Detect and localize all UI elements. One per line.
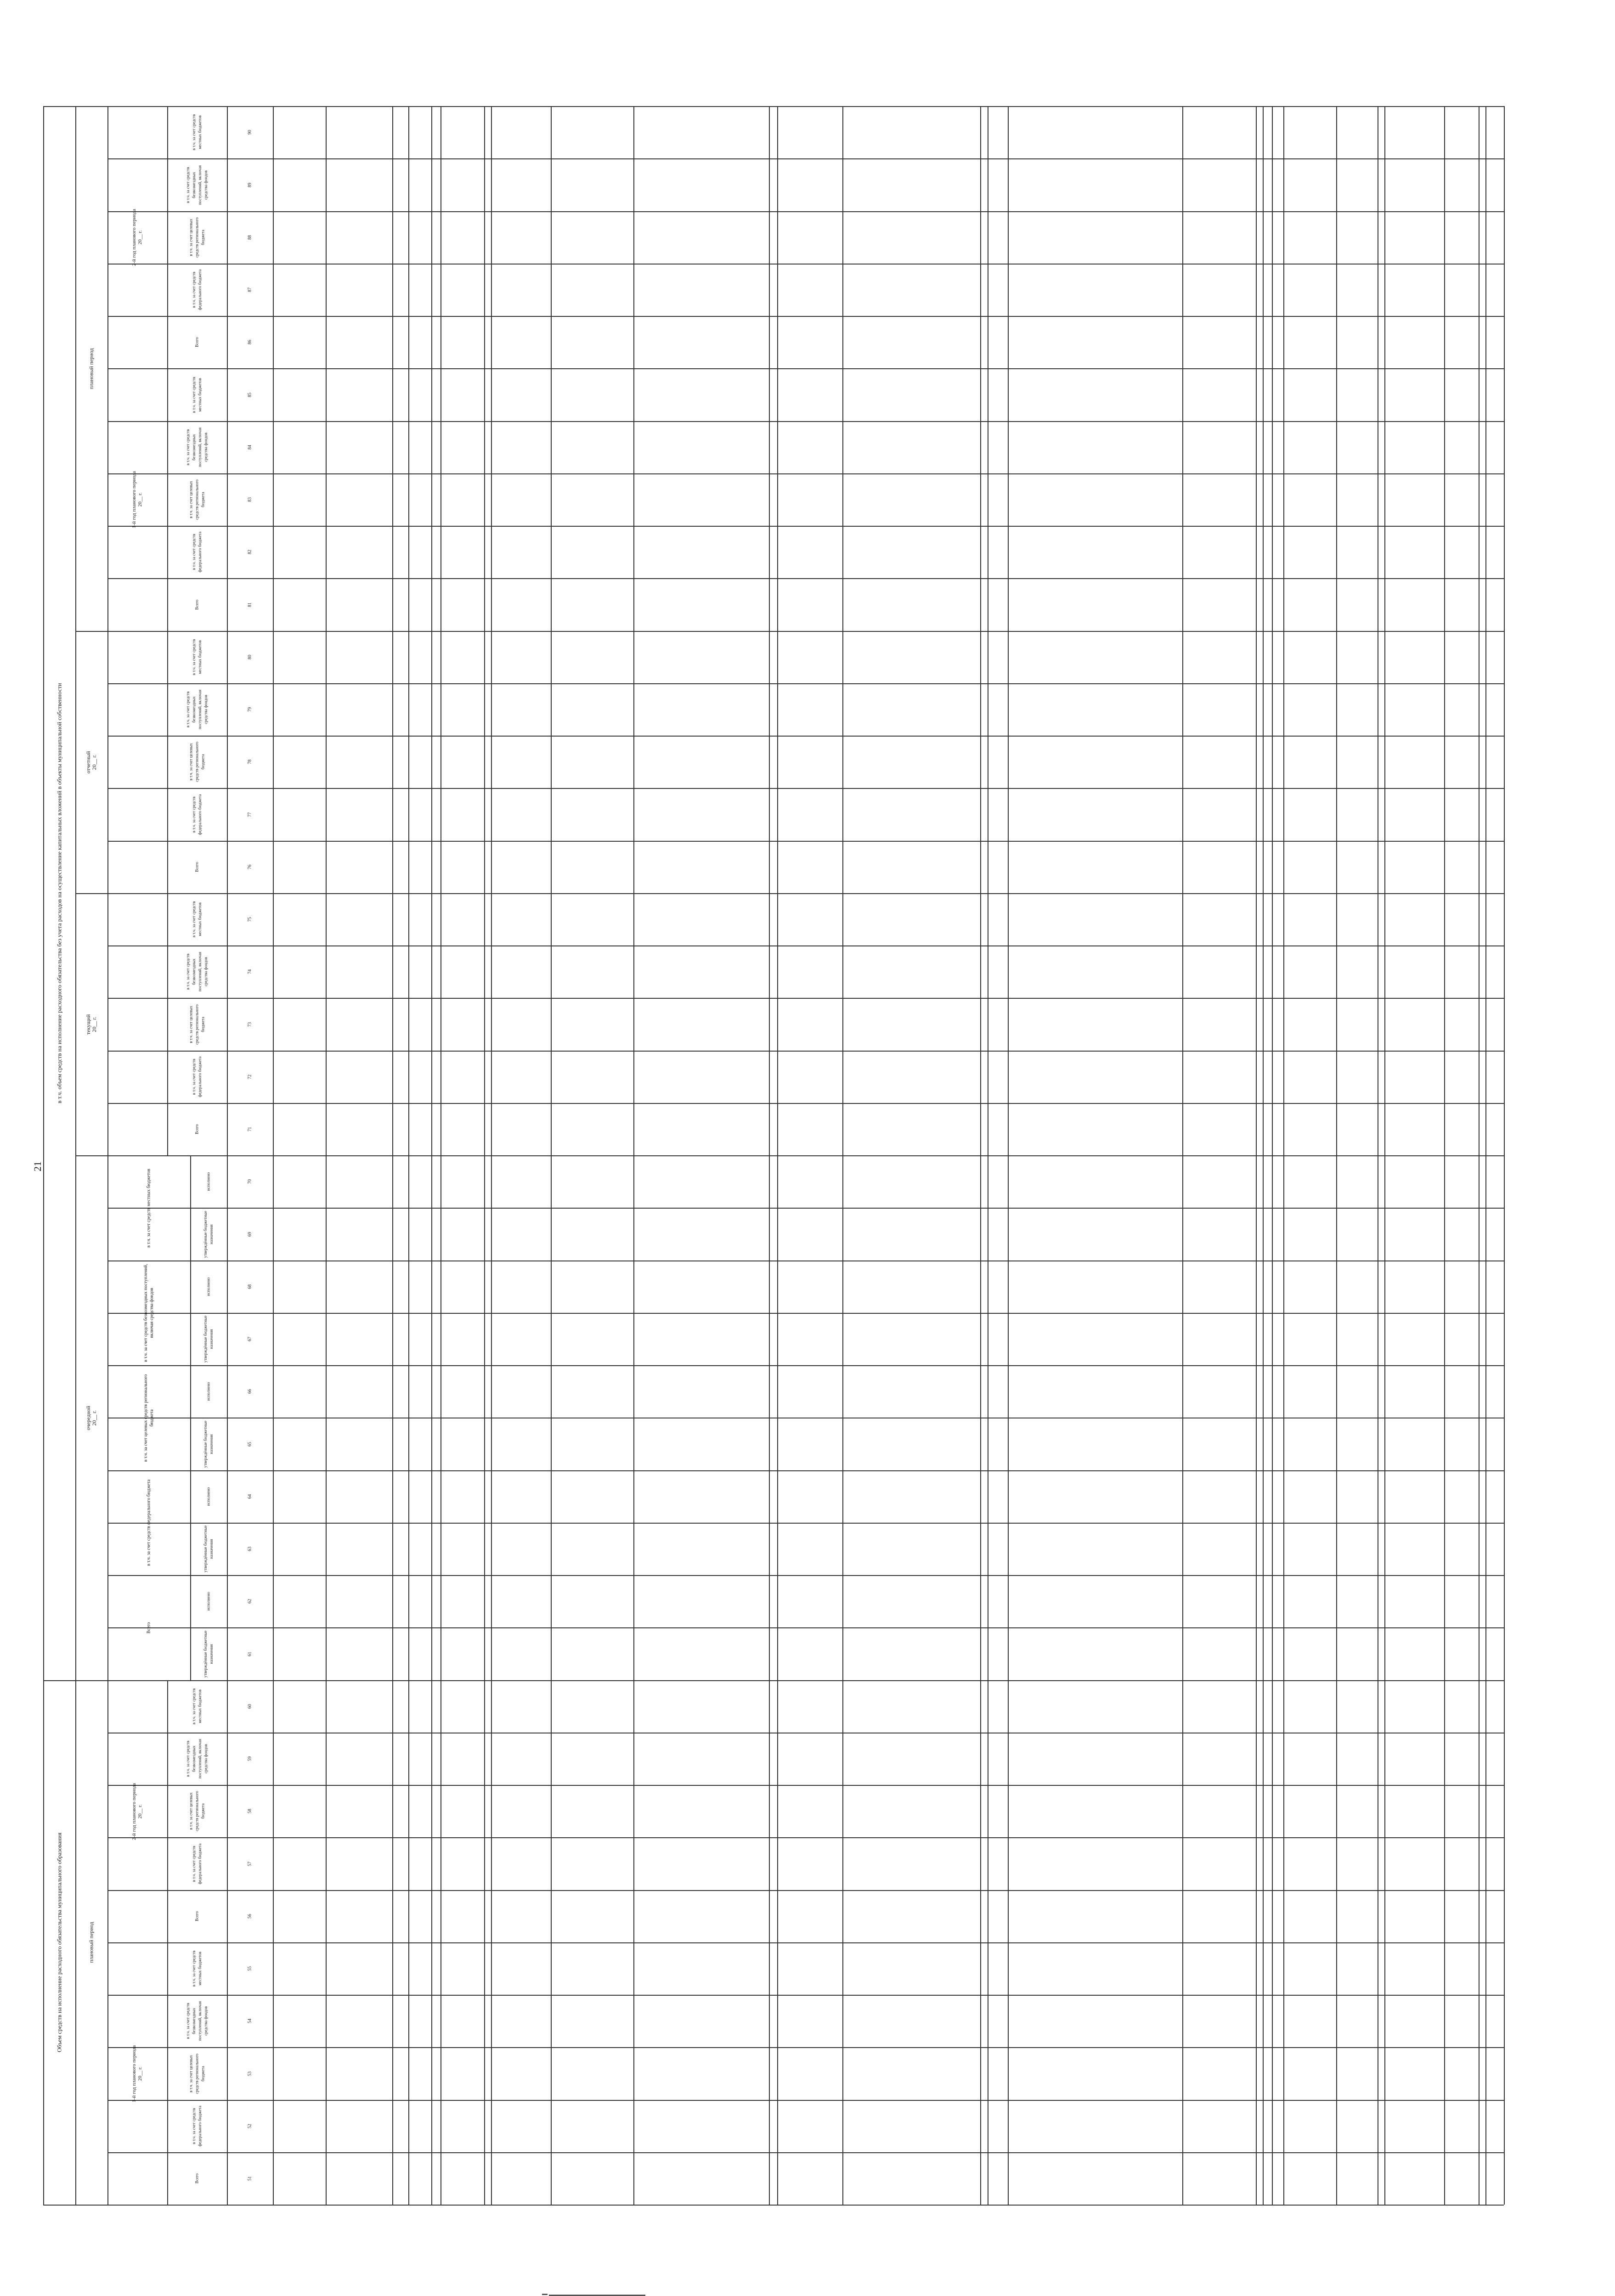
- table-rule-horizontal: [107, 893, 1504, 894]
- column-number: 73: [247, 1022, 253, 1027]
- header-sub-4-2: в т.ч. за счет целевых средств регионального бюджета: [188, 479, 205, 520]
- group-title-including: в т.ч. объем средств на исполнение расходного обязательства без учета расходов на осуществление капитальных вложений в объекты муниципальной собственности: [56, 683, 63, 1103]
- column-number: 74: [247, 969, 253, 974]
- header-sub-5-3: в т.ч. за счет средств безвозмездных поступлений, включая средства фондов: [186, 165, 208, 205]
- header-sub-3-1: в т.ч. за счет средств федерального бюджета: [192, 794, 202, 835]
- header-executed: исполнено: [206, 1277, 211, 1296]
- header-sub-0-4: в т.ч. за счет средств местных бюджетов: [192, 1950, 202, 1987]
- table-rule-vertical: [1485, 106, 1486, 2205]
- header-sub-3-2: в т.ч. за счет целевых средств регионального бюджета: [188, 742, 205, 782]
- column-number: 53: [247, 2071, 253, 2076]
- header-approved: утверждённые бюджетные назначения: [203, 1525, 214, 1573]
- table-rule-horizontal: [107, 1208, 1504, 1209]
- column-number: 70: [247, 1179, 253, 1184]
- column-number: 60: [247, 1704, 253, 1709]
- table-rule-horizontal: [107, 578, 1504, 579]
- table-rule-horizontal: [107, 788, 1504, 789]
- header-pair-2: в т.ч. за счет целевых средств регионального бюджета: [143, 1374, 154, 1462]
- column-number: 67: [247, 1337, 253, 1341]
- table-rule-vertical: [777, 106, 778, 2205]
- table-rule-horizontal: [107, 1942, 1504, 1943]
- table-rule-horizontal: [107, 473, 1504, 474]
- column-number: 88: [247, 235, 253, 240]
- table-rule-horizontal: [107, 2100, 1504, 2101]
- column-number: 64: [247, 1494, 253, 1499]
- table-rule-vertical: [190, 1155, 191, 1680]
- table-rule-horizontal: [107, 211, 1504, 212]
- table-rule-vertical: [1384, 106, 1385, 2205]
- column-number: 68: [247, 1284, 253, 1289]
- header-sub-0-3: в т.ч. за счет средств безвозмездных поступлений, включая средства фондов: [186, 2001, 208, 2041]
- table-rule-vertical: [491, 106, 492, 2205]
- header-sub-0-2: в т.ч. за счет целевых средств регионального бюджета: [188, 2053, 205, 2094]
- header-year1-planned: 1-й год планового периода 20__ г.: [131, 2045, 143, 2102]
- group-planned-period: плановый период: [88, 1922, 95, 1963]
- column-number: 62: [247, 1599, 253, 1604]
- header-sub-5-2: в т.ч. за счет целевых средств регионального бюджета: [188, 217, 205, 258]
- table-rule-vertical: [1504, 106, 1505, 2205]
- column-number: 90: [247, 130, 253, 135]
- table-rule-horizontal: [107, 368, 167, 369]
- column-number: 81: [247, 602, 253, 607]
- header-approved: утверждённые бюджетные назначения: [203, 1420, 214, 1468]
- header-sub-1-0: Всего: [194, 1911, 199, 1922]
- table-rule-horizontal: [107, 1103, 1504, 1104]
- header-sub-4-3: в т.ч. за счет средств безвозмездных поступлений, включая средства фондов: [186, 427, 208, 467]
- header-sub-4-0: Всего: [194, 599, 199, 610]
- table-rule-vertical: [1008, 106, 1009, 2205]
- group-planned-period-top: плановый период: [88, 348, 95, 389]
- group-title-funds: Объем средств на исполнение расходного обязательства муниципального образования: [56, 1832, 63, 2053]
- table-rule-horizontal: [107, 841, 1504, 842]
- table-rule-horizontal: [107, 158, 1504, 159]
- header-sub-2-1: в т.ч. за счет средств федерального бюджета: [192, 1056, 202, 1097]
- column-number: 84: [247, 445, 253, 450]
- header-sub-4-1: в т.ч. за счет средств федерального бюджета: [192, 531, 202, 573]
- table-rule-horizontal: [107, 1523, 1504, 1524]
- header-year2-planned: 2-й год планового периода 20__ г.: [131, 1783, 143, 1840]
- column-number: 54: [247, 2019, 253, 2023]
- header-sub-2-3: в т.ч. за счет средств безвозмездных поступлений, включая средства фондов: [186, 951, 208, 992]
- column-number: 77: [247, 812, 253, 817]
- table-rule-horizontal: [107, 1575, 190, 1576]
- table-rule-horizontal: [107, 526, 1504, 527]
- table-rule-horizontal: [107, 631, 1504, 632]
- header-pair-4: в т.ч. за счет средств местных бюджетов: [146, 1168, 152, 1248]
- column-number: 76: [247, 865, 253, 869]
- table-rule-vertical: [326, 106, 327, 2205]
- column-number: 52: [247, 2124, 253, 2128]
- header-sub-4-4: в т.ч. за счет средств местных бюджетов: [192, 377, 202, 413]
- column-number: 79: [247, 707, 253, 712]
- header-sub-2-0: Всего: [194, 1124, 199, 1135]
- table-rule-vertical: [484, 106, 485, 2205]
- table-rule-horizontal: [107, 683, 1504, 684]
- header-executed: исполнено: [206, 1172, 211, 1191]
- column-number: 82: [247, 550, 253, 554]
- table-rule-vertical: [1256, 106, 1257, 2205]
- column-number: 85: [247, 392, 253, 397]
- header-sub-1-2: в т.ч. за счет целевых средств регионального бюджета: [188, 1791, 205, 1831]
- header-pair-3: в т.ч. за счет средств безвозмездных поступлений, включая средства фондов: [143, 1264, 154, 1362]
- table-rule-horizontal: [107, 1575, 1504, 1576]
- table-rule-horizontal: [107, 1365, 1504, 1366]
- table-rule-horizontal: [107, 998, 1504, 999]
- column-number: 89: [247, 182, 253, 187]
- table-rule-horizontal: [107, 945, 1504, 946]
- table-rule-horizontal: [75, 893, 107, 894]
- table-rule-horizontal: [107, 1627, 1504, 1628]
- table-rule-horizontal: [75, 1155, 1504, 1156]
- header-sub-3-3: в т.ч. за счет средств безвозмездных поступлений, включая средства фондов: [186, 689, 208, 730]
- table-rule-vertical: [769, 106, 770, 2205]
- table-rule-horizontal: [107, 1051, 1504, 1052]
- table-rule-vertical: [392, 106, 393, 2205]
- table-rule-horizontal: [107, 421, 1504, 422]
- column-number: 78: [247, 760, 253, 764]
- table-rule-vertical: [1283, 106, 1284, 2205]
- table-rule-vertical: [1444, 106, 1445, 2205]
- table-rule-horizontal: [107, 1470, 1504, 1471]
- table-rule-vertical: [431, 106, 432, 2205]
- table-rule-horizontal: [107, 1785, 1504, 1786]
- header-year1-planned-top: 1-й год планового периода 20__ г.: [131, 471, 143, 529]
- column-number: 66: [247, 1389, 253, 1394]
- header-sub-3-4: в т.ч. за счет средств местных бюджетов: [192, 639, 202, 675]
- column-number: 75: [247, 917, 253, 922]
- header-sub-2-4: в т.ч. за счет средств местных бюджетов: [192, 901, 202, 938]
- header-sub-5-1: в т.ч. за счет средств федерального бюджета: [192, 269, 202, 310]
- table-rule-horizontal: [107, 316, 1504, 317]
- header-pair-0: Всего: [146, 1622, 152, 1633]
- header-sub-5-0: Всего: [194, 337, 199, 348]
- table-rule-horizontal: [107, 2152, 1504, 2153]
- column-number: 58: [247, 1809, 253, 1813]
- column-number: 55: [247, 1966, 253, 1971]
- column-number: 57: [247, 1861, 253, 1866]
- column-number: 71: [247, 1127, 253, 1131]
- header-approved: утверждённые бюджетные назначения: [203, 1630, 214, 1677]
- column-number: 80: [247, 655, 253, 659]
- table-rule-vertical: [408, 106, 409, 2205]
- table-rule-horizontal: [107, 1837, 1504, 1838]
- table-rule-horizontal: [107, 2047, 1504, 2048]
- table-rule-horizontal: [107, 1470, 190, 1471]
- header-approved: утверждённые бюджетные назначения: [203, 1315, 214, 1363]
- table-rule-vertical: [633, 106, 634, 2205]
- header-executed: исполнено: [206, 1487, 211, 1506]
- column-number: 61: [247, 1651, 253, 1656]
- header-pair-1: в т.ч. за счет средств федерального бюджета: [146, 1479, 152, 1566]
- column-number: 86: [247, 340, 253, 344]
- table-rule-horizontal: [43, 2205, 1504, 2206]
- column-number: 51: [247, 2176, 253, 2181]
- header-executed: исполнено: [206, 1592, 211, 1611]
- column-number: 69: [247, 1232, 253, 1237]
- table-rule-vertical: [980, 106, 981, 2205]
- header-sub-0-0: Всего: [194, 2173, 199, 2184]
- table-rule-horizontal: [107, 1890, 1504, 1891]
- table-rule-vertical: [1263, 106, 1264, 2205]
- table-rule-horizontal: [107, 368, 1504, 369]
- table-rule-vertical: [75, 1680, 76, 2205]
- table-rule-horizontal: [107, 1942, 167, 1943]
- column-number: 72: [247, 1075, 253, 1079]
- header-sub-2-2: в т.ч. за счет целевых средств регионального бюджета: [188, 1004, 205, 1045]
- header-sub-0-1: в т.ч. за счет средств федерального бюджета: [192, 2105, 202, 2147]
- table-rule-horizontal: [75, 631, 107, 632]
- table-rule-horizontal: [107, 1995, 1504, 1996]
- header-year2-planned-top: 2-й год планового периода 20__ г.: [131, 208, 143, 266]
- header-sub-3-0: Всего: [194, 861, 199, 872]
- header-current-year: текущий 20__ г.: [85, 1014, 97, 1035]
- column-number: 59: [247, 1756, 253, 1761]
- table-rule-vertical: [1272, 106, 1273, 2205]
- column-number: 63: [247, 1547, 253, 1551]
- table-rule-horizontal: [107, 1680, 1504, 1681]
- header-next-year: очередной 20__ г.: [85, 1405, 97, 1430]
- header-reporting-year: отчетный 20__ г.: [85, 751, 97, 773]
- column-number: 87: [247, 287, 253, 292]
- table-rule-horizontal: [107, 736, 1504, 737]
- header-sub-1-3: в т.ч. за счет средств безвозмездных поступлений, включая средства фондов: [186, 1739, 208, 1779]
- page-number: 21: [32, 1161, 43, 1171]
- table-rule-vertical: [842, 106, 843, 2205]
- table-rule-vertical: [551, 106, 552, 2205]
- header-sub-5-4: в т.ч. за счет средств местных бюджетов: [192, 114, 202, 151]
- table-rule-vertical: [1182, 106, 1183, 2205]
- header-sub-1-4: в т.ч. за счет средств местных бюджетов: [192, 1688, 202, 1725]
- table-rule-vertical: [440, 106, 441, 2205]
- footer-mark: [542, 2294, 548, 2295]
- column-number: 65: [247, 1441, 253, 1446]
- table-rule-horizontal: [107, 1365, 190, 1366]
- column-number: 83: [247, 497, 253, 502]
- table-rule-vertical: [1336, 106, 1337, 2205]
- column-number: 56: [247, 1914, 253, 1919]
- table-rule-horizontal: [107, 1313, 1504, 1314]
- table-rule-vertical: [167, 106, 168, 1155]
- header-executed: исполнено: [206, 1382, 211, 1401]
- header-sub-1-1: в т.ч. за счет средств федерального бюджета: [192, 1843, 202, 1884]
- header-approved: утверждённые бюджетные назначения: [203, 1210, 214, 1258]
